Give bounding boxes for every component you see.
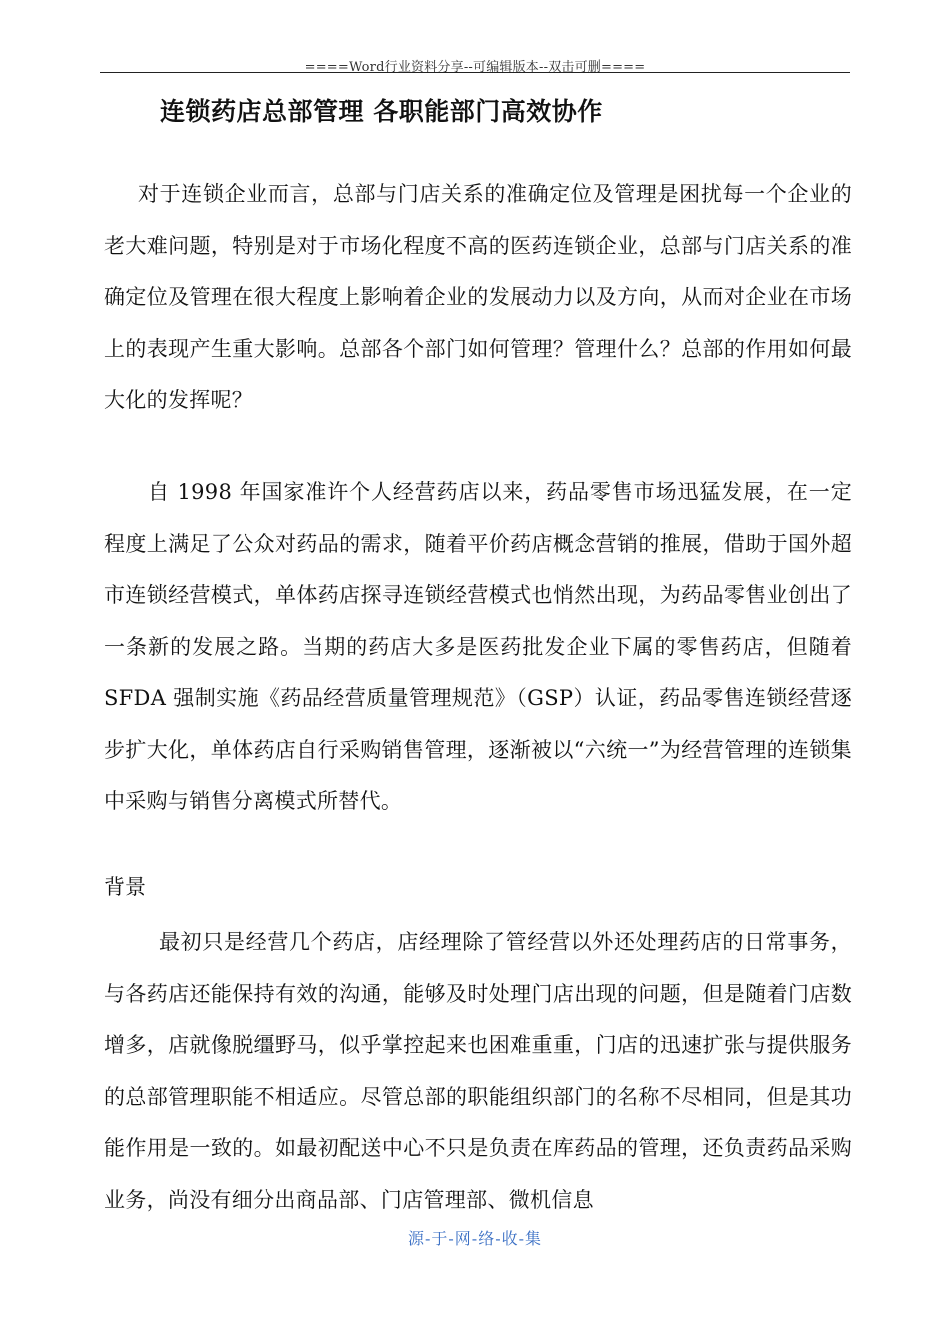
- document-title: 连锁药店总部管理 各职能部门高效协作: [160, 97, 603, 126]
- paragraph-background: 最初只是经营几个药店，店经理除了管经营以外还处理药店的日常事务，与各药店还能保持有效的沟通，能够及时处理门店出现的问题，但是随着门店数增多，店就像脱缰野马，似乎掌控起来也困难重重，门店的迅速扩张与提供服务的总部管理职能不相适应。尽管总部的职能组织部门的名称不尽相同，但是其功能作用是一致的。如最初配送中心不只是负责在库药品的管理，还负责药品采购业务，尚没有细分出商品部、门店管理部、微机信息: [104, 930, 852, 1212]
- footer-source-note: 源-于-网-络-收-集: [407, 1229, 543, 1248]
- header-banner: ====Word行业资料分享--可编辑版本--双击可删====: [304, 60, 646, 75]
- paragraph-history: 自 1998 年国家准许个人经营药店以来，药品零售市场迅猛发展，在一定程度上满足了公众对药品的需求，随着平价药店概念营销的推展，借助于国外超市连锁经营模式，单体药店探寻连锁经营模式也悄然出现，为药品零售业创出了一条新的发展之路。当期的药店大多是医药批发企业下属的零售药店，但随着 SFDA 强制实施《药品经营质量管理规范》（GSP）认证，药品零售连锁经营逐步扩大化，单体药店自行采购销售管理，逐渐被以“六统一”为经营管理的连锁集中采购与销售分离模式所替代。: [104, 480, 852, 813]
- section-heading-background: 背景: [104, 875, 146, 899]
- header-divider: [100, 72, 850, 73]
- paragraph-intro: 对于连锁企业而言，总部与门店关系的准确定位及管理是困扰每一个企业的老大难问题，特别是对于市场化程度不高的医药连锁企业，总部与门店关系的准确定位及管理在很大程度上影响着企业的发展动力以及方向，从而对企业在市场上的表现产生重大影响。总部各个部门如何管理？管理什么？总部的作用如何最大化的发挥呢？: [104, 182, 852, 412]
